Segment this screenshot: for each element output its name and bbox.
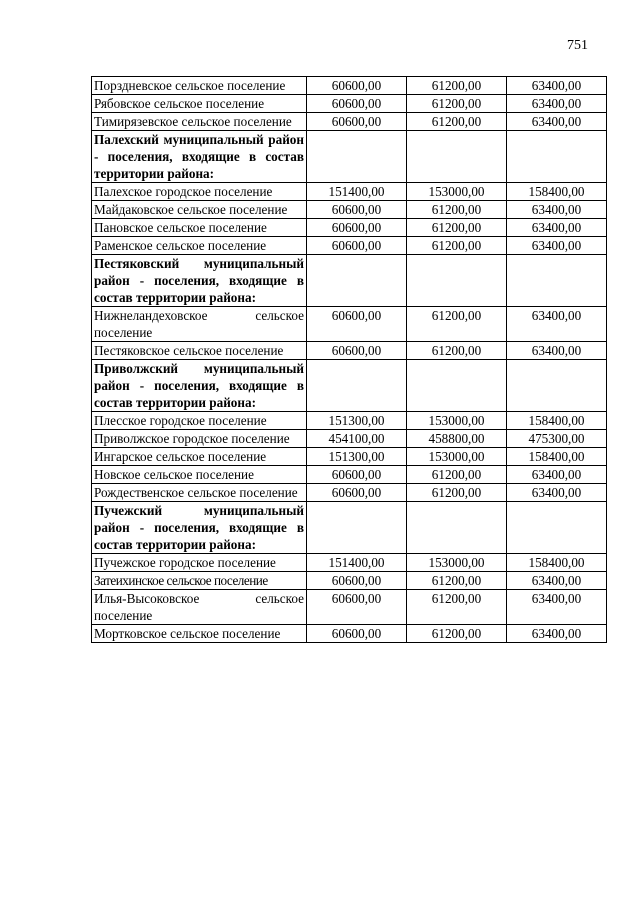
settlement-row <box>92 113 607 131</box>
settlement-name-cell: Ингарское сельское поселение <box>92 448 307 466</box>
amount-cell-year-2 <box>407 255 507 307</box>
amount-cell-year-3: 158400,00 <box>507 183 607 201</box>
district-group-row <box>92 131 607 183</box>
settlement-name-cell: Плесское городское поселение <box>92 412 307 430</box>
amount-cell-year-3: 63400,00 <box>507 95 607 113</box>
amount-cell-year-3: 158400,00 <box>507 412 607 430</box>
amount-cell-year-1: 151300,00 <box>307 412 407 430</box>
amount-cell-year-1: 60600,00 <box>307 237 407 255</box>
amount-cell-year-2: 61200,00 <box>407 590 507 625</box>
amount-cell-year-3: 475300,00 <box>507 430 607 448</box>
amount-cell-year-3 <box>507 502 607 554</box>
settlement-row <box>92 412 607 430</box>
amount-cell-year-1: 60600,00 <box>307 625 407 643</box>
settlement-name-cell: Порздневское сельское поселение <box>92 77 307 95</box>
page-number: 751 <box>567 38 588 53</box>
settlement-name-cell: Рождественское сельское поселение <box>92 484 307 502</box>
district-group-row <box>92 255 607 307</box>
amount-cell-year-1: 151400,00 <box>307 183 407 201</box>
amount-cell-year-1: 454100,00 <box>307 430 407 448</box>
amount-cell-year-1 <box>307 360 407 412</box>
district-name-cell: Пестяковский муниципальный район - поселения, входящие в состав территории района: <box>92 255 307 307</box>
budget-table-body <box>92 77 607 643</box>
settlement-row <box>92 342 607 360</box>
settlement-row <box>92 554 607 572</box>
district-name-cell: Пучежский муниципальный район - поселения, входящие в состав территории района: <box>92 502 307 554</box>
amount-cell-year-1: 60600,00 <box>307 342 407 360</box>
amount-cell-year-3: 63400,00 <box>507 307 607 342</box>
settlement-name-cell: Илья-Высоковское сельское поселение <box>92 590 307 625</box>
settlement-row <box>92 625 607 643</box>
budget-table <box>91 76 607 643</box>
amount-cell-year-3: 63400,00 <box>507 466 607 484</box>
amount-cell-year-1: 151400,00 <box>307 554 407 572</box>
amount-cell-year-1: 60600,00 <box>307 77 407 95</box>
amount-cell-year-2: 153000,00 <box>407 448 507 466</box>
amount-cell-year-2 <box>407 502 507 554</box>
amount-cell-year-3: 63400,00 <box>507 572 607 590</box>
amount-cell-year-3: 63400,00 <box>507 484 607 502</box>
amount-cell-year-2: 61200,00 <box>407 95 507 113</box>
amount-cell-year-2 <box>407 360 507 412</box>
district-group-row <box>92 502 607 554</box>
amount-cell-year-3: 63400,00 <box>507 590 607 625</box>
settlement-name-cell: Приволжское городское поселение <box>92 430 307 448</box>
amount-cell-year-2: 61200,00 <box>407 342 507 360</box>
amount-cell-year-2: 61200,00 <box>407 219 507 237</box>
amount-cell-year-2: 61200,00 <box>407 237 507 255</box>
amount-cell-year-3: 63400,00 <box>507 113 607 131</box>
amount-cell-year-1: 60600,00 <box>307 219 407 237</box>
amount-cell-year-1 <box>307 255 407 307</box>
amount-cell-year-1 <box>307 131 407 183</box>
amount-cell-year-2: 61200,00 <box>407 484 507 502</box>
district-name-cell: Приволжский муниципальный район - поселения, входящие в состав территории района: <box>92 360 307 412</box>
amount-cell-year-1: 60600,00 <box>307 572 407 590</box>
settlement-name-cell: Мортковское сельское поселение <box>92 625 307 643</box>
amount-cell-year-1: 151300,00 <box>307 448 407 466</box>
settlement-name-cell: Рябовское сельское поселение <box>92 95 307 113</box>
amount-cell-year-2: 153000,00 <box>407 554 507 572</box>
amount-cell-year-1: 60600,00 <box>307 113 407 131</box>
amount-cell-year-3: 158400,00 <box>507 448 607 466</box>
amount-cell-year-3 <box>507 255 607 307</box>
amount-cell-year-1: 60600,00 <box>307 466 407 484</box>
amount-cell-year-3 <box>507 131 607 183</box>
district-group-row <box>92 360 607 412</box>
amount-cell-year-1: 60600,00 <box>307 201 407 219</box>
settlement-row <box>92 237 607 255</box>
district-name-cell: Палехский муниципальный район - поселения, входящие в состав территории района: <box>92 131 307 183</box>
settlement-row <box>92 183 607 201</box>
amount-cell-year-1 <box>307 502 407 554</box>
amount-cell-year-2: 61200,00 <box>407 572 507 590</box>
amount-cell-year-1: 60600,00 <box>307 95 407 113</box>
amount-cell-year-1: 60600,00 <box>307 590 407 625</box>
amount-cell-year-2: 61200,00 <box>407 113 507 131</box>
amount-cell-year-2: 153000,00 <box>407 183 507 201</box>
settlement-row <box>92 77 607 95</box>
settlement-row <box>92 466 607 484</box>
settlement-row <box>92 572 607 590</box>
settlement-row <box>92 307 607 342</box>
amount-cell-year-2: 61200,00 <box>407 625 507 643</box>
settlement-name-cell: Нижнеландеховское сельское поселение <box>92 307 307 342</box>
settlement-name-cell: Новское сельское поселение <box>92 466 307 484</box>
settlement-row <box>92 448 607 466</box>
settlement-row <box>92 95 607 113</box>
settlement-row <box>92 201 607 219</box>
amount-cell-year-3: 63400,00 <box>507 201 607 219</box>
settlement-row <box>92 430 607 448</box>
amount-cell-year-2: 153000,00 <box>407 412 507 430</box>
amount-cell-year-2 <box>407 131 507 183</box>
settlement-row <box>92 219 607 237</box>
settlement-name-cell: Тимирязевское сельское поселение <box>92 113 307 131</box>
settlement-name-cell: Пановское сельское поселение <box>92 219 307 237</box>
settlement-name-cell: Раменское сельское поселение <box>92 237 307 255</box>
settlement-row <box>92 484 607 502</box>
amount-cell-year-1: 60600,00 <box>307 307 407 342</box>
settlement-name-cell: Палехское городское поселение <box>92 183 307 201</box>
amount-cell-year-3: 63400,00 <box>507 237 607 255</box>
amount-cell-year-3: 63400,00 <box>507 219 607 237</box>
amount-cell-year-3 <box>507 360 607 412</box>
amount-cell-year-2: 61200,00 <box>407 307 507 342</box>
amount-cell-year-2: 61200,00 <box>407 201 507 219</box>
amount-cell-year-2: 458800,00 <box>407 430 507 448</box>
settlement-name-cell: Пестяковское сельское поселение <box>92 342 307 360</box>
amount-cell-year-3: 158400,00 <box>507 554 607 572</box>
settlement-name-cell: Майдаковское сельское поселение <box>92 201 307 219</box>
settlement-row <box>92 590 607 625</box>
amount-cell-year-2: 61200,00 <box>407 77 507 95</box>
amount-cell-year-2: 61200,00 <box>407 466 507 484</box>
amount-cell-year-3: 63400,00 <box>507 77 607 95</box>
amount-cell-year-3: 63400,00 <box>507 625 607 643</box>
settlement-name-cell: Пучежское городское поселение <box>92 554 307 572</box>
amount-cell-year-1: 60600,00 <box>307 484 407 502</box>
settlement-name-cell: Затеихинское сельское поселение <box>92 572 307 590</box>
amount-cell-year-3: 63400,00 <box>507 342 607 360</box>
